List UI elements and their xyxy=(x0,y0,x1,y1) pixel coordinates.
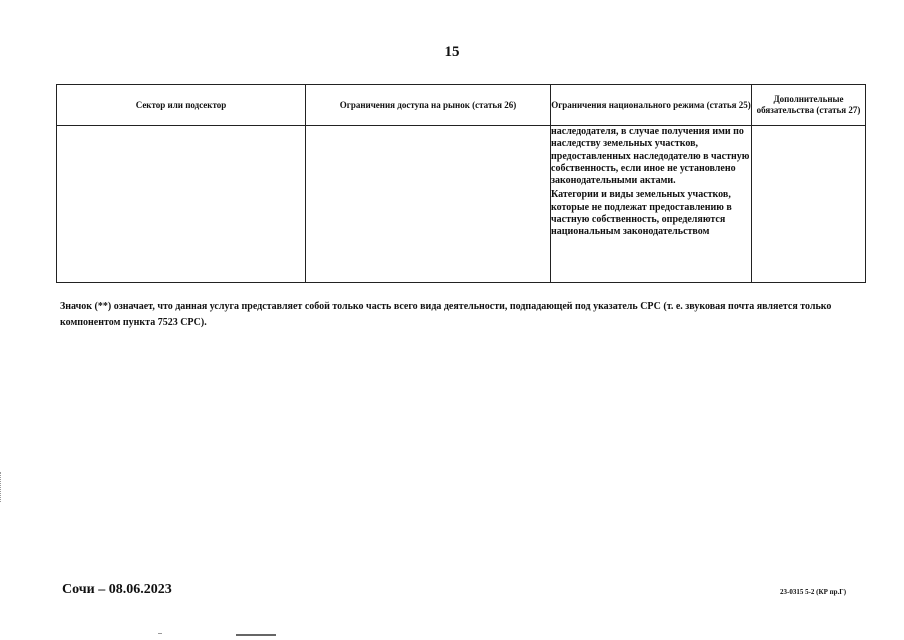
footnote: Значок (**) означает, что данная услуга представляет собой только часть всего вида деятельности, подпадающей под указатель СРС (т. е. звуковая почта является только компонентом пункта 7523 СРС). xyxy=(60,301,832,328)
header-market-access: Ограничения доступа на рынок (статья 26) xyxy=(306,85,551,126)
header-sector: Сектор или подсектор xyxy=(57,85,306,126)
national-treatment-paragraph: наследодателя, в случае получения ими по наследству земельных участков, предоставленных наследодателю в частную собственность, если иное не установлено законодательными актами. xyxy=(551,126,750,187)
national-treatment-paragraph: Категории и виды земельных участков, которые не подлежат предоставлению в частную собственность, определяются национальным законодательством xyxy=(551,189,732,238)
page-number: 15 xyxy=(444,44,460,60)
bottom-tick xyxy=(158,633,162,634)
table-row xyxy=(57,126,866,283)
header-additional-commitments: Дополнительные обязательства (статья 27) xyxy=(752,85,866,126)
commitments-table xyxy=(56,84,866,283)
header-national-treatment: Ограничения национального режима (статья 25) xyxy=(551,85,752,126)
table-header-row xyxy=(57,85,866,126)
margin-mark xyxy=(0,472,3,502)
cell-national-treatment xyxy=(551,126,752,283)
bottom-rule xyxy=(236,634,276,636)
cell-sector xyxy=(57,126,306,283)
footer-location-date: Сочи – 08.06.2023 xyxy=(62,582,172,597)
cell-additional-commitments xyxy=(752,126,866,283)
footer-document-code: 23-0315 5-2 (КР пр.Г) xyxy=(780,588,847,596)
cell-market-access xyxy=(306,126,551,283)
